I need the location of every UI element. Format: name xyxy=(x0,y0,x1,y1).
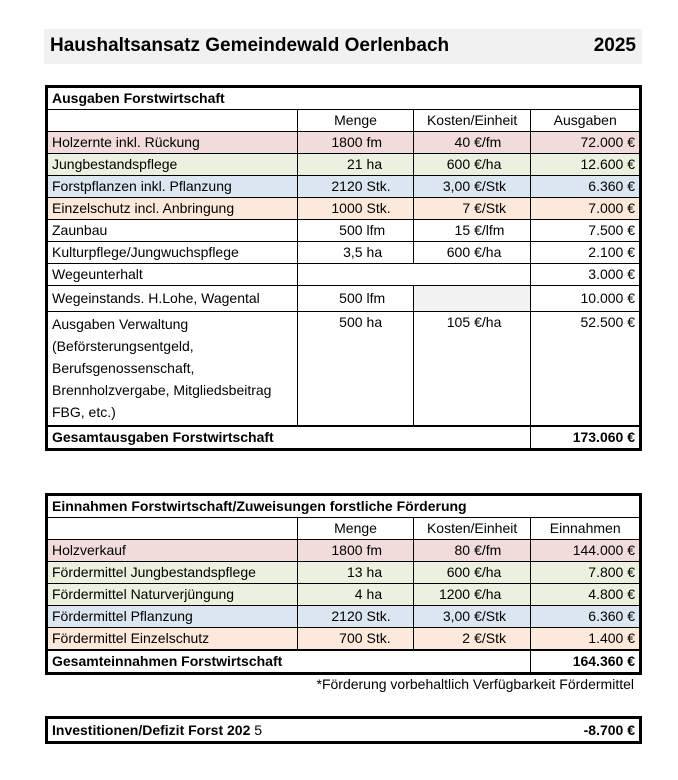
investitionen-label-suffix: 5 xyxy=(254,722,263,738)
row-label: Wegeinstands. H.Lohe, Wagental xyxy=(47,286,298,312)
row-amount: 3.000 € xyxy=(531,264,641,286)
row-label-line: FBG, etc.) xyxy=(52,404,116,420)
total-value: 173.060 € xyxy=(531,426,641,450)
row-label: Fördermittel Naturverjüngung xyxy=(47,584,298,606)
menge-value xyxy=(311,288,401,309)
menge-number: 4 xyxy=(354,586,363,602)
menge-number: 3,5 xyxy=(343,244,363,260)
menge-cell xyxy=(298,220,414,242)
row-label: Fördermittel Jungbestandspflege xyxy=(47,562,298,584)
row-label: Forstpflanzen inkl. Pflanzung xyxy=(47,176,298,198)
menge-value xyxy=(311,628,401,649)
kosten-number: 40 xyxy=(454,134,471,150)
menge-unit: Stk. xyxy=(366,608,391,624)
kosten-value xyxy=(420,132,524,153)
table-row xyxy=(47,540,641,562)
menge-number: 500 xyxy=(339,314,363,330)
kosten-number: 600 xyxy=(446,244,471,260)
menge-unit: fm xyxy=(366,542,383,558)
menge-value xyxy=(311,242,401,263)
page-year: 2025 xyxy=(593,35,636,56)
row-amount: 7.800 € xyxy=(531,562,641,584)
kosten-cell xyxy=(413,198,531,220)
column-header-einnahmen: Einnahmen xyxy=(531,518,641,540)
table-row xyxy=(47,154,641,176)
column-header-ausgaben: Ausgaben xyxy=(531,110,641,132)
kosten-cell xyxy=(413,628,531,651)
kosten-unit: €/Stk xyxy=(474,630,506,646)
empty-merged-cell xyxy=(298,264,531,286)
kosten-value xyxy=(420,176,524,197)
einnahmen-section-header xyxy=(47,495,641,518)
kosten-value xyxy=(420,154,524,175)
investitionen-table xyxy=(45,716,642,744)
kosten-cell xyxy=(413,312,531,427)
menge-cell xyxy=(298,562,414,584)
kosten-value xyxy=(420,540,524,561)
einnahmen-column-headers xyxy=(47,518,641,540)
kosten-cell xyxy=(413,242,531,264)
row-label: Zaunbau xyxy=(47,220,298,242)
row-label-line: Ausgaben Verwaltung xyxy=(52,316,189,332)
table-row xyxy=(47,220,641,242)
kosten-unit: €/ha xyxy=(474,244,502,260)
einnahmen-title: Einnahmen Forstwirtschaft/Zuweisungen forstliche Förderung xyxy=(47,495,641,518)
kosten-value xyxy=(420,584,524,605)
ausgaben-section-header xyxy=(47,87,641,110)
ausgaben-table xyxy=(45,85,642,451)
row-amount: 1.400 € xyxy=(531,628,641,651)
empty-header-cell xyxy=(47,518,298,540)
total-label: Gesamtausgaben Forstwirtschaft xyxy=(47,426,531,450)
ausgaben-total-row xyxy=(47,426,641,450)
menge-value xyxy=(311,562,401,583)
kosten-value xyxy=(420,242,524,263)
table-row xyxy=(47,606,641,628)
menge-value xyxy=(311,198,401,219)
column-header-menge: Menge xyxy=(298,518,414,540)
menge-unit: fm xyxy=(366,134,383,150)
kosten-unit: €/ha xyxy=(474,156,502,172)
empty-header-cell xyxy=(47,110,298,132)
menge-number: 500 xyxy=(339,222,363,238)
menge-cell xyxy=(298,154,414,176)
menge-unit: ha xyxy=(366,244,383,260)
kosten-number: 3,00 xyxy=(442,608,471,624)
row-label: Wegeunterhalt xyxy=(47,264,298,286)
menge-unit: Stk. xyxy=(366,200,391,216)
investitionen-label xyxy=(47,718,512,743)
kosten-unit: €/ha xyxy=(474,314,502,330)
row-amount: 72.000 € xyxy=(531,132,641,154)
menge-value xyxy=(311,220,401,241)
kosten-cell xyxy=(413,606,531,628)
menge-unit: Stk. xyxy=(366,630,391,646)
investitionen-label-text: Investitionen/Defizit Forst 202 xyxy=(52,722,251,738)
ausgaben-title: Ausgaben Forstwirtschaft xyxy=(47,87,641,110)
menge-value xyxy=(311,540,401,561)
footnote: *Förderung vorbehaltlich Verfügbarkeit Fördermittel xyxy=(316,676,634,692)
table-row xyxy=(47,628,641,651)
menge-cell xyxy=(298,176,414,198)
menge-number: 2120 xyxy=(331,608,363,624)
column-header-kosten: Kosten/Einheit xyxy=(413,110,531,132)
table-row-wegeunterhalt xyxy=(47,264,641,286)
kosten-unit: €/ha xyxy=(474,564,502,580)
total-label: Gesamteinnahmen Forstwirtschaft xyxy=(47,650,531,674)
table-row xyxy=(47,242,641,264)
row-label: Einzelschutz incl. Anbringung xyxy=(47,198,298,220)
menge-cell xyxy=(298,628,414,651)
row-amount: 10.000 € xyxy=(531,286,641,312)
kosten-unit: €/fm xyxy=(474,542,502,558)
menge-unit: ha xyxy=(366,586,383,602)
row-amount: 4.800 € xyxy=(531,584,641,606)
kosten-value xyxy=(420,198,524,219)
row-label: Jungbestandspflege xyxy=(47,154,298,176)
kosten-number: 2 xyxy=(462,630,471,646)
row-label-line: Berufsgenossenschaft, xyxy=(52,360,195,376)
kosten-unit: €/Stk xyxy=(474,608,506,624)
einnahmen-total-row xyxy=(47,650,641,674)
kosten-cell xyxy=(413,176,531,198)
row-amount: 6.360 € xyxy=(531,606,641,628)
menge-cell xyxy=(298,312,414,427)
column-header-kosten: Kosten/Einheit xyxy=(413,518,531,540)
menge-value xyxy=(311,154,401,175)
row-label: Holzernte inkl. Rückung xyxy=(47,132,298,154)
row-label-line: (Beförsterungsentgeld, xyxy=(52,338,194,354)
menge-unit: lfm xyxy=(366,222,386,238)
kosten-unit: €/ha xyxy=(474,586,502,602)
column-header-menge: Menge xyxy=(298,110,414,132)
kosten-number: 1200 xyxy=(438,586,471,602)
row-label: Fördermittel Pflanzung xyxy=(47,606,298,628)
menge-number: 700 xyxy=(339,630,363,646)
menge-cell xyxy=(298,132,414,154)
row-label: Fördermittel Einzelschutz xyxy=(47,628,298,651)
menge-unit: Stk. xyxy=(366,178,391,194)
table-row-wegeinstand xyxy=(47,286,641,312)
table-row xyxy=(47,132,641,154)
row-amount: 7.500 € xyxy=(531,220,641,242)
table-row xyxy=(47,562,641,584)
kosten-number: 600 xyxy=(446,156,471,172)
menge-number: 1800 xyxy=(331,134,363,150)
row-amount: 12.600 € xyxy=(531,154,641,176)
row-label: Holzverkauf xyxy=(47,540,298,562)
row-amount: 6.360 € xyxy=(531,176,641,198)
menge-number: 500 xyxy=(339,290,363,306)
kosten-value xyxy=(420,312,524,333)
kosten-cell xyxy=(413,584,531,606)
investitionen-value: -8.700 € xyxy=(583,722,635,738)
menge-unit: ha xyxy=(366,156,383,172)
kosten-cell xyxy=(413,154,531,176)
kosten-value xyxy=(420,628,524,649)
menge-value xyxy=(311,584,401,605)
kosten-value xyxy=(420,220,524,241)
menge-number: 21 xyxy=(346,156,363,172)
empty-kosten-cell xyxy=(413,286,531,312)
kosten-value xyxy=(420,562,524,583)
menge-unit: lfm xyxy=(366,290,386,306)
table-row-verwaltung xyxy=(47,312,641,427)
kosten-cell xyxy=(413,132,531,154)
kosten-unit: €/fm xyxy=(474,134,502,150)
kosten-number: 15 xyxy=(454,222,471,238)
row-amount: 144.000 € xyxy=(531,540,641,562)
table-row xyxy=(47,176,641,198)
kosten-unit: €/Stk xyxy=(474,178,507,194)
row-amount: 2.100 € xyxy=(531,242,641,264)
kosten-cell xyxy=(413,540,531,562)
menge-cell xyxy=(298,584,414,606)
page-title: Haushaltsansatz Gemeindewald Oerlenbach xyxy=(50,35,450,56)
table-row xyxy=(47,198,641,220)
kosten-number: 3,00 xyxy=(442,178,471,194)
menge-value xyxy=(311,606,401,627)
total-value: 164.360 € xyxy=(531,650,641,674)
kosten-number: 7 xyxy=(462,200,471,216)
menge-cell xyxy=(298,198,414,220)
table-row xyxy=(47,584,641,606)
row-amount: 52.500 € xyxy=(531,312,641,427)
title-bar xyxy=(44,29,642,64)
menge-number: 13 xyxy=(346,564,363,580)
kosten-number: 600 xyxy=(446,564,471,580)
menge-unit: ha xyxy=(366,564,383,580)
kosten-unit: €/lfm xyxy=(474,222,505,238)
ausgaben-column-headers xyxy=(47,110,641,132)
menge-value xyxy=(311,132,401,153)
row-amount: 7.000 € xyxy=(531,198,641,220)
row-label-line: Brennholzvergabe, Mitgliedsbeitrag xyxy=(52,382,272,398)
menge-cell xyxy=(298,286,414,312)
kosten-number: 80 xyxy=(454,542,471,558)
menge-number: 2120 xyxy=(331,178,363,194)
kosten-cell xyxy=(413,562,531,584)
menge-cell xyxy=(298,540,414,562)
menge-value xyxy=(311,176,401,197)
menge-cell xyxy=(298,242,414,264)
row-label xyxy=(47,312,298,427)
kosten-unit: €/Stk xyxy=(474,200,507,216)
kosten-cell xyxy=(413,220,531,242)
menge-cell xyxy=(298,606,414,628)
kosten-value xyxy=(420,606,524,627)
einnahmen-table xyxy=(45,493,642,675)
menge-unit: ha xyxy=(366,314,383,330)
row-label: Kulturpflege/Jungwuchspflege xyxy=(47,242,298,264)
investitionen-row xyxy=(47,718,641,743)
menge-value xyxy=(311,312,401,333)
menge-number: 1800 xyxy=(331,542,363,558)
menge-number: 1000 xyxy=(331,200,363,216)
kosten-number: 105 xyxy=(446,314,471,330)
